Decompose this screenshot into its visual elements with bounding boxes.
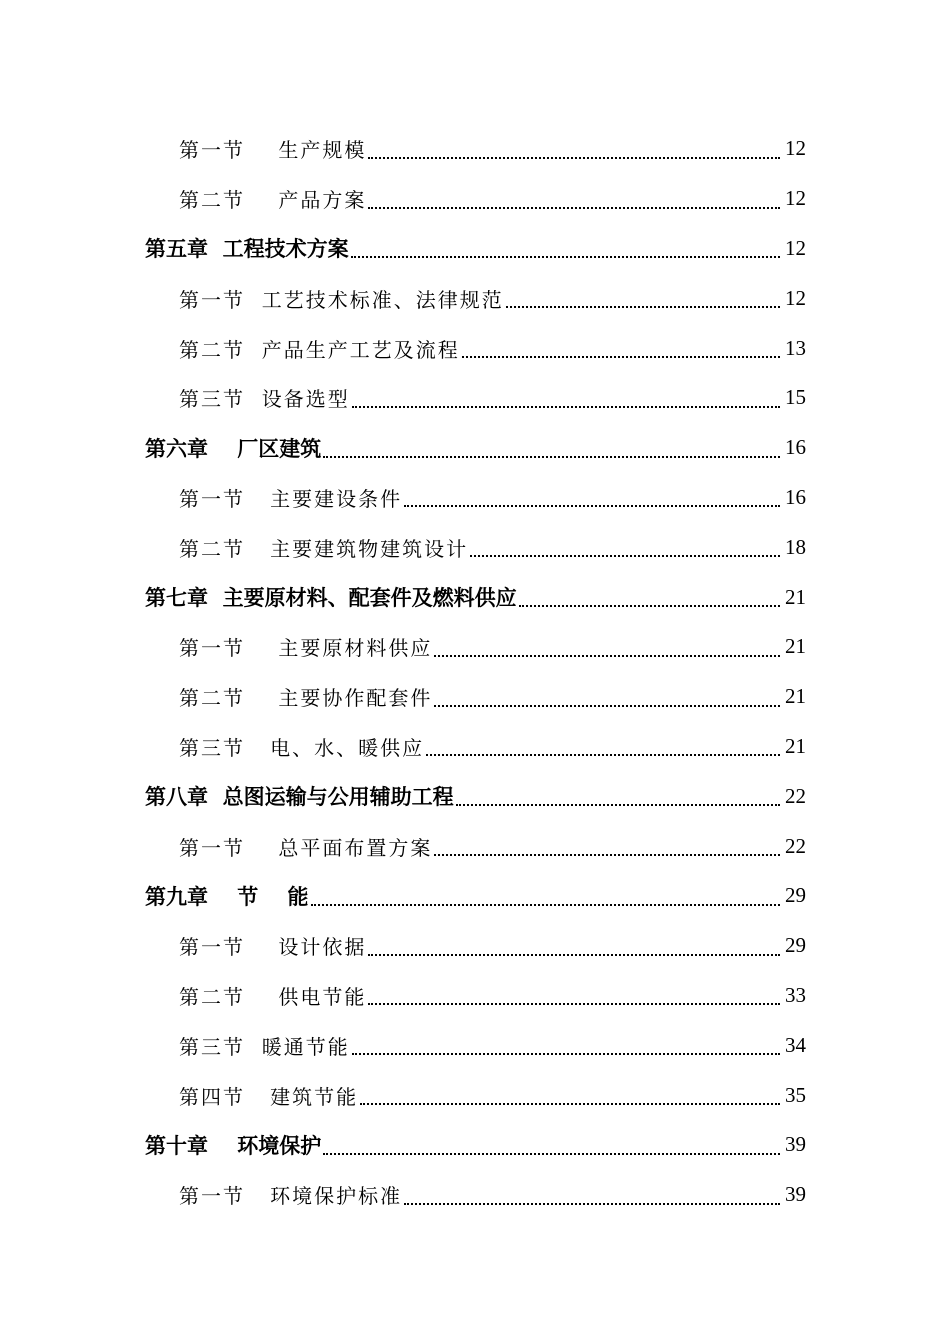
toc-entry-title: 第三节 电、水、暖供应 — [179, 735, 425, 760]
toc-entry-page: 15 — [785, 385, 806, 410]
dot-leader — [352, 406, 780, 408]
toc-entry-title: 第一节 总平面布置方案 — [179, 835, 433, 860]
dot-leader — [323, 1153, 780, 1155]
toc-entry-page: 22 — [785, 833, 806, 858]
table-of-contents — [0, 124, 950, 1220]
toc-entry[interactable] — [0, 373, 950, 423]
toc-chapter-entry[interactable] — [0, 224, 950, 274]
dot-leader — [426, 754, 780, 756]
toc-entry-title: 第八章 总图运输与公用辅助工程 — [145, 785, 454, 810]
toc-entry[interactable] — [0, 722, 950, 772]
toc-entry[interactable] — [0, 174, 950, 224]
toc-entry-title: 第一节 设计依据 — [179, 935, 367, 960]
toc-chapter-entry[interactable] — [0, 1120, 950, 1170]
toc-entry-title: 第五章 工程技术方案 — [145, 237, 349, 262]
toc-entry-title: 第九章 节 能 — [145, 884, 309, 909]
toc-entry[interactable] — [0, 273, 950, 323]
toc-entry-title: 第二节 主要协作配套件 — [179, 686, 433, 711]
dot-leader — [404, 1203, 780, 1205]
toc-entry-page: 16 — [785, 484, 806, 509]
toc-entry-page: 18 — [785, 534, 806, 559]
toc-entry-page: 39 — [785, 1182, 806, 1207]
toc-entry[interactable] — [0, 473, 950, 523]
toc-entry[interactable] — [0, 522, 950, 572]
toc-entry[interactable] — [0, 1170, 950, 1220]
dot-leader — [434, 854, 780, 856]
dot-leader — [368, 157, 780, 159]
toc-entry-page: 39 — [785, 1132, 806, 1157]
dot-leader — [434, 655, 780, 657]
toc-entry-page: 13 — [785, 335, 806, 360]
dot-leader — [456, 804, 780, 806]
toc-entry-title: 第三节 暖通节能 — [179, 1034, 350, 1059]
toc-entry-title: 第一节 工艺技术标准、法律规范 — [179, 287, 504, 312]
toc-entry[interactable] — [0, 622, 950, 672]
dot-leader — [352, 1053, 780, 1055]
toc-entry[interactable] — [0, 821, 950, 871]
toc-entry[interactable] — [0, 1070, 950, 1120]
toc-chapter-entry[interactable] — [0, 771, 950, 821]
toc-entry-page: 12 — [785, 235, 806, 260]
dot-leader — [368, 954, 780, 956]
dot-leader — [462, 356, 780, 358]
toc-entry-title: 第二节 产品方案 — [179, 188, 367, 213]
dot-leader — [470, 555, 780, 557]
toc-entry-page: 21 — [785, 684, 806, 709]
toc-entry-title: 第二节 产品生产工艺及流程 — [179, 337, 460, 362]
toc-chapter-entry[interactable] — [0, 423, 950, 473]
toc-entry-page: 34 — [785, 1032, 806, 1057]
toc-entry-title: 第十章 环境保护 — [145, 1133, 322, 1158]
dot-leader — [323, 456, 780, 458]
toc-entry-page: 21 — [785, 634, 806, 659]
dot-leader — [368, 1003, 780, 1005]
toc-entry-page: 22 — [785, 783, 806, 808]
toc-entry-page: 29 — [785, 933, 806, 958]
toc-entry-page: 35 — [785, 1082, 806, 1107]
dot-leader — [519, 605, 780, 607]
toc-entry-title: 第三节 设备选型 — [179, 387, 350, 412]
dot-leader — [434, 705, 780, 707]
toc-entry[interactable] — [0, 1020, 950, 1070]
toc-entry[interactable] — [0, 971, 950, 1021]
toc-entry[interactable] — [0, 124, 950, 174]
dot-leader — [360, 1103, 780, 1105]
dot-leader — [311, 904, 781, 906]
toc-entry-title: 第六章 厂区建筑 — [145, 436, 322, 461]
toc-entry-page: 12 — [785, 186, 806, 211]
toc-entry[interactable] — [0, 323, 950, 373]
dot-leader — [351, 256, 780, 258]
dot-leader — [506, 306, 780, 308]
toc-entry[interactable] — [0, 921, 950, 971]
toc-entry-page: 29 — [785, 883, 806, 908]
toc-entry-title: 第七章 主要原材料、配套件及燃料供应 — [145, 586, 517, 611]
dot-leader — [368, 207, 780, 209]
toc-entry-page: 12 — [785, 285, 806, 310]
toc-entry-title: 第四节 建筑节能 — [179, 1084, 359, 1109]
toc-chapter-entry[interactable] — [0, 871, 950, 921]
toc-entry-page: 12 — [785, 136, 806, 161]
toc-entry-title: 第二节 主要建筑物建筑设计 — [179, 536, 469, 561]
toc-entry-page: 21 — [785, 584, 806, 609]
dot-leader — [404, 505, 780, 507]
toc-entry-page: 33 — [785, 982, 806, 1007]
toc-chapter-entry[interactable] — [0, 572, 950, 622]
toc-entry-title: 第一节 生产规模 — [179, 138, 367, 163]
toc-entry-title: 第一节 主要原材料供应 — [179, 636, 433, 661]
toc-entry-title: 第一节 环境保护标准 — [179, 1184, 403, 1209]
toc-entry-page: 16 — [785, 435, 806, 460]
toc-entry-title: 第二节 供电节能 — [179, 984, 367, 1009]
toc-entry[interactable] — [0, 672, 950, 722]
toc-entry-title: 第一节 主要建设条件 — [179, 486, 403, 511]
toc-entry-page: 21 — [785, 733, 806, 758]
